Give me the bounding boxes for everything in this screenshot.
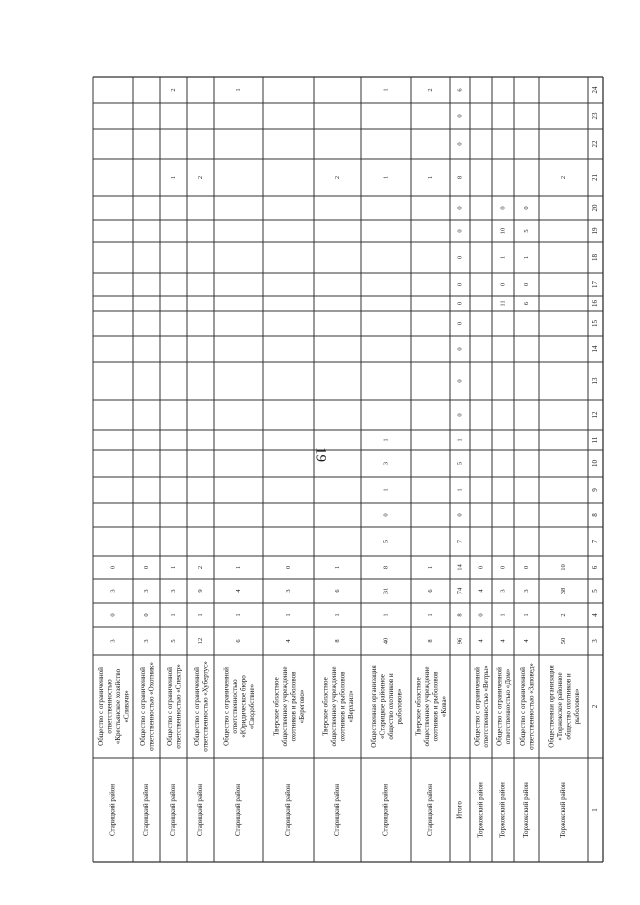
cell-value: 4 [234,589,242,593]
cell-value: 0 [109,613,117,617]
organization-name: Общество с ограниченнойответственностью «Дом» [495,667,512,746]
cell-value: 74 [456,587,464,595]
column-header: 17 [591,281,600,288]
organization-name: Общество с ограниченнойответственностью «Ветры» [473,665,490,748]
cell-value: 9 [196,589,204,593]
column-header: 18 [591,254,600,261]
cell-value: 8 [456,613,464,617]
cell-value: 0 [109,565,117,570]
cell-value: 0 [499,565,507,570]
cell-value: 5 [456,461,464,466]
district-name: Старицкий район [196,783,205,837]
cell-value: 0 [522,206,530,210]
cell-value: 4 [522,639,530,643]
district-name: Торжокский район [476,782,485,838]
cell-value: 0 [499,282,507,287]
organization-name: Общество с ограниченнойответственностью «Хубертус» [192,661,210,752]
cell-value: 3 [109,589,117,593]
column-header: 2 [591,704,600,709]
cell-value: 1 [382,88,390,92]
column-header: 6 [591,565,600,570]
district-name: Старицкий район [108,783,117,837]
table-row [97,566,131,836]
cell-value: 4 [477,639,485,643]
cell-value: 1 [382,438,390,442]
cell-value: 0 [142,565,150,570]
cell-value: 1 [426,175,434,180]
column-header: 14 [591,345,600,353]
cell-value: 3 [109,639,117,643]
cell-value: 0 [456,379,464,383]
cell-value: 1 [196,613,204,617]
district-name: Старицкий район [234,783,243,837]
cell-value: 6 [522,301,530,306]
organization-name: Тверское областноеобщественное учреждениеохотников и рыболовов«Кова» [414,666,448,747]
column-header: 24 [591,86,600,94]
cell-value: 2 [169,88,177,92]
cell-value: 50 [559,637,567,645]
organization-name: Общество с ограниченнойответственностью«Крестьянское хозяйство«Сливачи» [96,667,131,746]
cell-value: 8 [426,639,434,643]
cell-value: 1 [499,255,507,260]
cell-value: 1 [522,613,530,617]
cell-value: 1 [456,488,464,492]
cell-value: 0 [477,613,485,617]
column-header: 22 [591,140,600,148]
cell-value: 3 [169,589,177,593]
cell-value: 3 [284,589,292,593]
column-header: 10 [591,460,600,467]
cell-value: 0 [456,513,464,517]
table-row [473,566,490,838]
column-header: 21 [591,174,600,181]
district-name: Старицкий район [284,783,293,837]
cell-value: 6 [456,88,464,92]
cell-value: 31 [382,587,390,595]
organization-name: Общественная организация«Торжокское районноеобщество охотников ирыболовов» [547,665,581,748]
cell-value: 1 [522,255,530,260]
column-header: 4 [591,613,600,617]
cell-value: 11 [499,300,507,307]
table-row [321,176,355,836]
cell-value: 4 [284,639,292,643]
cell-value: 1 [234,613,242,617]
cell-value: 3 [142,639,150,643]
cell-value: 40 [382,637,390,645]
table-row [139,566,156,836]
cell-value: 1 [426,613,434,617]
column-header: 15 [591,320,600,327]
column-header: 11 [591,436,600,444]
district-name: Итого [455,801,464,819]
organization-name: Общественная организация«Старицкое районноеобщество охотников ирыболовов» [369,665,404,748]
district-name: Старицкий район [381,783,390,837]
cell-value: 1 [169,175,177,180]
cell-value: 0 [456,347,464,351]
cell-value: 0 [456,301,464,306]
cell-value: 0 [284,565,292,570]
cell-value: 0 [456,321,464,326]
column-header: 20 [591,204,600,212]
cell-value: 0 [142,613,150,617]
table-row [547,176,581,838]
cell-value: 2 [426,88,434,92]
district-name: Старицкий район [169,783,178,837]
cell-value: 5 [382,539,390,544]
cell-value: 10 [559,564,567,571]
cell-value: 1 [382,488,390,492]
cell-value: 2 [196,175,204,180]
column-header: 16 [591,300,600,307]
cell-value: 1 [382,613,390,617]
organization-name: Общество с ограниченнойответственностью«Юридическое бюро«Сводобствие» [222,667,256,746]
table-row [193,176,210,836]
organization-name: Тверское областноеобщественное учреждениеохотников и рыболовов«Берегово» [272,666,306,747]
cell-value: 0 [456,282,464,287]
district-name: Старицкий район [142,783,151,837]
cell-value: 5 [522,229,530,233]
district-name: Торжокский район [559,782,568,838]
cell-value: 1 [333,565,341,570]
cell-value: 8 [333,639,341,643]
cell-value: 8 [382,565,390,570]
cell-value: 12 [196,637,204,645]
cell-value: 3 [499,589,507,593]
table-row [519,206,536,837]
table-row [495,206,512,837]
table-row [456,88,464,819]
cell-value: 0 [382,513,390,517]
cell-value: 0 [456,114,464,118]
cell-value: 0 [456,413,464,417]
cell-value: 0 [456,206,464,210]
table-row [222,88,256,836]
cell-value: 7 [456,539,464,544]
cell-value: 6 [333,589,341,593]
column-header: 8 [591,513,600,517]
table-row [370,88,404,836]
column-header: 9 [591,488,600,492]
cell-value: 10 [499,227,507,235]
cell-value: 1 [284,613,292,617]
cell-value: 0 [477,565,485,570]
cell-value: 0 [456,229,464,233]
cell-value: 0 [499,206,507,210]
table-row [272,566,306,836]
table-row [414,88,448,836]
district-name: Старицкий район [426,783,435,837]
cell-value: 1 [499,613,507,617]
cell-value: 3 [142,589,150,593]
district-name: Торжокский район [498,782,507,838]
cell-value: 8 [456,175,464,180]
column-header: 1 [591,808,600,812]
cell-value: 2 [333,175,341,180]
district-name: Старицкий район [333,783,342,837]
cell-value: 3 [382,461,390,466]
cell-value: 0 [456,255,464,260]
cell-value: 1 [169,613,177,617]
cell-value: 2 [196,565,204,570]
organization-name: Общество с ограниченнойответственностью «Спектр» [165,664,183,749]
cell-value: 1 [333,613,341,617]
cell-value: 5 [169,639,177,643]
cell-value: 96 [456,637,464,645]
cell-value: 2 [559,175,567,180]
cell-value: 14 [456,564,464,571]
column-header: 3 [591,639,600,643]
organization-name: Тверское областноеобщественное учреждениеохотников и рыболовов«Верхаил» [321,666,355,747]
cell-value: 4 [499,639,507,643]
organization-name: Общество с ограниченнойответственностью «Заповед» [518,663,536,750]
cell-value: 2 [559,613,567,617]
organization-name: Общество с ограниченнойответственностью «Охотник» [138,662,156,751]
cell-value: 6 [426,589,434,593]
cell-value: 6 [234,639,242,643]
column-header: 19 [591,227,600,235]
column-header: 7 [591,539,600,544]
cell-value: 1 [234,565,242,570]
column-header: 23 [591,112,600,120]
cell-value: 0 [456,142,464,146]
cell-value: 0 [522,565,530,570]
cell-value: 0 [522,282,530,287]
cell-value: 1 [456,438,464,442]
cell-value: 38 [559,587,567,595]
cell-value: 4 [477,589,485,593]
column-header: 12 [591,411,600,419]
page-number: 19 [312,447,329,462]
cell-value: 1 [169,565,177,570]
cell-value: 3 [522,589,530,593]
column-header: 5 [591,589,600,593]
district-name: Торжокский район [522,782,531,838]
column-header: 13 [591,377,600,385]
cell-value: 1 [234,88,242,92]
cell-value: 1 [426,565,434,570]
cell-value: 1 [382,175,390,180]
table-row [166,88,183,836]
